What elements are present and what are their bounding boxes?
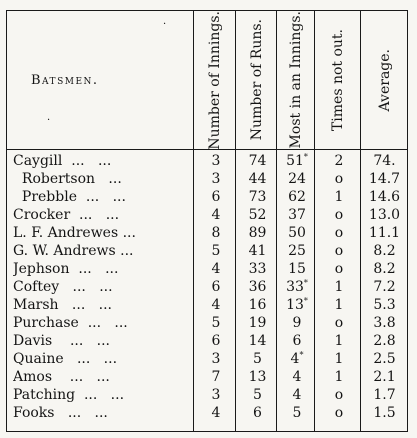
table-row bbox=[7, 224, 407, 242]
average-cell: 7.2 bbox=[373, 279, 396, 295]
times-not-out-cell: 1 bbox=[334, 333, 344, 349]
table-row bbox=[7, 260, 407, 278]
average-cell: 2.8 bbox=[373, 333, 396, 349]
runs-cell: 5 bbox=[253, 351, 262, 367]
average-cell: 8.2 bbox=[373, 261, 396, 277]
times-not-out-cell: o bbox=[334, 405, 344, 421]
runs-cell: 44 bbox=[248, 171, 267, 187]
table-row bbox=[7, 314, 407, 332]
table-row bbox=[7, 206, 407, 224]
column-header-innings bbox=[195, 11, 235, 149]
table-row bbox=[7, 278, 407, 296]
most-in-innings-cell: 33* bbox=[286, 278, 308, 295]
innings-cell: 5 bbox=[211, 315, 221, 331]
average-cell: 13.0 bbox=[368, 207, 401, 223]
average-cell: 14.7 bbox=[368, 171, 401, 187]
runs-cell: 6 bbox=[253, 405, 262, 421]
innings-cell: 4 bbox=[211, 261, 221, 277]
column-header-most bbox=[278, 11, 314, 149]
most-in-innings-cell: 5 bbox=[292, 405, 302, 421]
table-row bbox=[7, 386, 407, 404]
runs-cell: 13 bbox=[248, 369, 267, 385]
innings-cell: 4 bbox=[211, 405, 221, 421]
average-cell: 2.1 bbox=[373, 369, 396, 385]
times-not-out-cell: o bbox=[334, 171, 344, 187]
speck: · bbox=[163, 19, 167, 30]
times-not-out-cell: o bbox=[334, 207, 344, 223]
table-row bbox=[7, 188, 407, 206]
average-cell: 3.8 bbox=[373, 315, 396, 331]
runs-cell: 89 bbox=[248, 225, 267, 241]
average-cell: 2.5 bbox=[373, 351, 396, 367]
batsman-name: Patching ... ... bbox=[13, 387, 125, 403]
times-not-out-cell: o bbox=[334, 261, 344, 277]
innings-cell: 4 bbox=[211, 207, 221, 223]
average-cell: 11.1 bbox=[368, 225, 401, 241]
most-in-innings-cell: 37 bbox=[288, 207, 306, 223]
runs-cell: 41 bbox=[248, 243, 267, 259]
batsman-name: Robertson ... bbox=[13, 171, 122, 187]
times-not-out-cell: 1 bbox=[334, 369, 344, 385]
innings-cell: 6 bbox=[211, 189, 221, 205]
times-not-out-cell: 1 bbox=[334, 297, 344, 313]
batsmen-heading bbox=[31, 73, 99, 88]
column-header-runs-text: Number of Runs. bbox=[248, 19, 265, 141]
innings-cell: 3 bbox=[211, 153, 221, 169]
column-header-runs bbox=[237, 11, 276, 149]
average-cell: 1.5 bbox=[373, 405, 396, 421]
column-header-most-text: Most in an Innings. bbox=[288, 11, 304, 149]
batsman-name: Caygill ... ... bbox=[13, 153, 112, 169]
table-row bbox=[7, 296, 407, 314]
innings-cell: 3 bbox=[211, 387, 221, 403]
innings-cell: 8 bbox=[211, 225, 221, 241]
column-header-not-out bbox=[316, 11, 360, 149]
not-out-asterisk: * bbox=[299, 350, 304, 360]
runs-cell: 5 bbox=[253, 387, 262, 403]
times-not-out-cell: 1 bbox=[334, 351, 344, 367]
batsman-name: Purchase ... ... bbox=[13, 315, 128, 331]
table-row bbox=[7, 332, 407, 350]
times-not-out-cell: 1 bbox=[334, 279, 344, 295]
runs-cell: 33 bbox=[248, 261, 267, 277]
batsman-name: Davis ... ... bbox=[13, 333, 110, 349]
innings-cell: 5 bbox=[211, 243, 221, 259]
times-not-out-cell: o bbox=[334, 243, 344, 259]
batting-table bbox=[6, 10, 408, 432]
most-in-innings-cell: 51* bbox=[286, 152, 308, 169]
most-in-innings-cell: 13* bbox=[286, 296, 308, 313]
runs-cell: 52 bbox=[248, 207, 267, 223]
not-out-asterisk: * bbox=[303, 296, 308, 306]
table-row bbox=[7, 368, 407, 386]
batsman-name: Fooks ... ... bbox=[13, 405, 108, 421]
not-out-asterisk: * bbox=[303, 278, 308, 288]
average-cell: 8.2 bbox=[373, 243, 396, 259]
innings-cell: 3 bbox=[211, 171, 221, 187]
batsman-name: Coftey ... ... bbox=[13, 279, 113, 295]
most-in-innings-cell: 25 bbox=[288, 243, 306, 259]
innings-cell: 6 bbox=[211, 333, 221, 349]
runs-cell: 73 bbox=[248, 189, 267, 205]
average-cell: 74. bbox=[373, 153, 396, 169]
batsman-name: Crocker ... ... bbox=[13, 207, 120, 223]
column-header-average bbox=[362, 11, 407, 149]
average-cell: 1.7 bbox=[373, 387, 396, 403]
column-header-innings-text: Number of Innings. bbox=[207, 10, 223, 150]
times-not-out-cell: o bbox=[334, 387, 344, 403]
column-header-average-text: Average. bbox=[376, 48, 393, 112]
most-in-innings-cell: 4 bbox=[292, 387, 302, 403]
average-cell: 14.6 bbox=[368, 189, 401, 205]
table-row bbox=[7, 152, 407, 170]
most-in-innings-cell: 4* bbox=[290, 350, 304, 367]
column-header-not-out-text: Times not out. bbox=[330, 28, 346, 132]
batsman-name: Quaine ... ... bbox=[13, 351, 118, 367]
table-row bbox=[7, 242, 407, 260]
average-cell: 5.3 bbox=[373, 297, 396, 313]
times-not-out-cell: o bbox=[334, 225, 344, 241]
innings-cell: 7 bbox=[211, 369, 221, 385]
table-row bbox=[7, 170, 407, 188]
runs-cell: 16 bbox=[248, 297, 267, 313]
most-in-innings-cell: 62 bbox=[288, 189, 306, 205]
batsman-name: Marsh ... ... bbox=[13, 297, 112, 313]
innings-cell: 4 bbox=[211, 297, 221, 313]
times-not-out-cell: o bbox=[334, 315, 344, 331]
table-row bbox=[7, 350, 407, 368]
batsman-name: Prebble ... ... bbox=[13, 189, 126, 205]
speck: · bbox=[47, 115, 51, 126]
batsmen-heading-text: Batsmen. bbox=[31, 73, 99, 88]
most-in-innings-cell: 9 bbox=[292, 315, 302, 331]
runs-cell: 36 bbox=[248, 279, 267, 295]
runs-cell: 14 bbox=[248, 333, 267, 349]
runs-cell: 19 bbox=[248, 315, 267, 331]
most-in-innings-cell: 4 bbox=[292, 369, 302, 385]
not-out-asterisk: * bbox=[303, 152, 308, 162]
runs-cell: 74 bbox=[248, 153, 267, 169]
batsman-name: G. W. Andrews ... bbox=[13, 243, 134, 259]
batsman-name: Amos ... ... bbox=[13, 369, 110, 385]
batsman-name: L. F. Andrewes ... bbox=[13, 225, 136, 241]
innings-cell: 6 bbox=[211, 279, 221, 295]
most-in-innings-cell: 24 bbox=[288, 171, 306, 187]
times-not-out-cell: 1 bbox=[334, 189, 344, 205]
batsman-name: Jephson ... ... bbox=[13, 261, 119, 277]
innings-cell: 3 bbox=[211, 351, 221, 367]
table-row bbox=[7, 404, 407, 422]
times-not-out-cell: 2 bbox=[334, 153, 344, 169]
most-in-innings-cell: 6 bbox=[292, 333, 302, 349]
most-in-innings-cell: 15 bbox=[288, 261, 306, 277]
most-in-innings-cell: 50 bbox=[288, 225, 306, 241]
